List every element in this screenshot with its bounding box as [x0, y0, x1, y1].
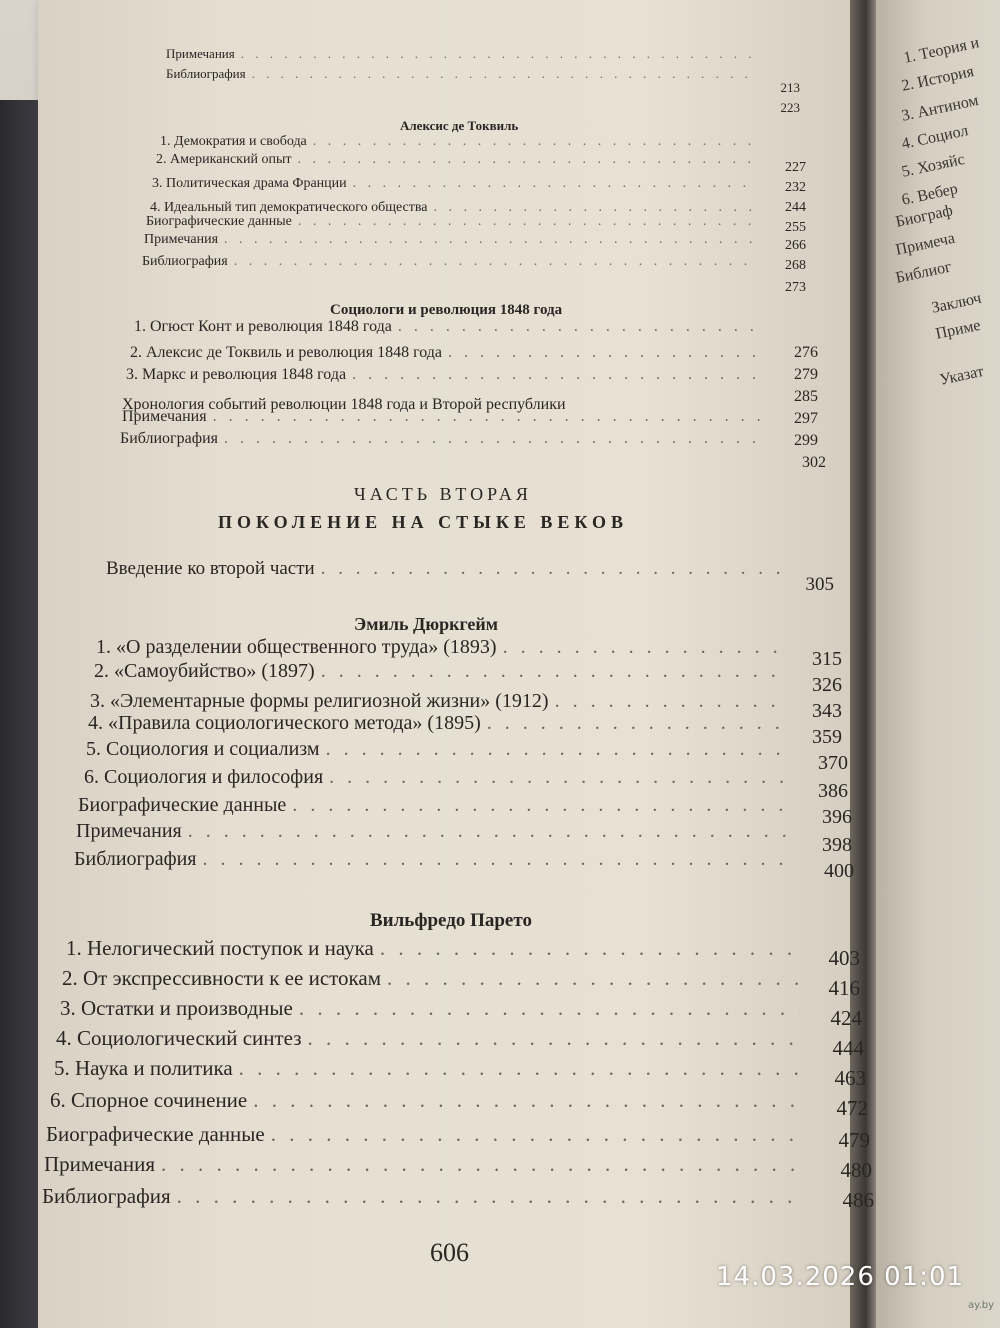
page-folio: 606 — [430, 1238, 469, 1267]
toc-leader — [203, 848, 791, 871]
toc-entry — [146, 214, 764, 230]
toc-page-number: 255 — [785, 220, 806, 235]
toc-entry-title: 2. От экспрессивности к ее истокам — [62, 966, 382, 990]
toc-entry — [156, 152, 766, 168]
toc-entry-title: Примечания — [44, 1152, 156, 1176]
toc-entry-title: 5. Наука и политика — [54, 1056, 233, 1080]
toc-entry-title: Примечания — [166, 46, 235, 61]
toc-leader — [298, 152, 761, 168]
toc-leader — [253, 1088, 800, 1113]
toc-page-number: 276 — [794, 344, 818, 361]
toc-entry-title: 2. «Самоубийство» (1897) — [94, 660, 315, 682]
toc-entry-title: 2. Американский опыт — [156, 152, 292, 167]
section-heading: Алексис де Токвиль — [400, 118, 519, 133]
toc-entry — [74, 848, 796, 871]
toc-entry-title: 3. «Элементарные формы религиозной жизни» (1912) — [90, 690, 549, 712]
toc-page-number: 359 — [812, 726, 842, 748]
toc-entry-title: 2. Алексис де Токвиль и революция 1848 года — [130, 344, 443, 361]
facing-line: Библиог — [894, 258, 954, 287]
toc-entry — [62, 966, 806, 991]
toc-entry-title: 6. Социология и философия — [84, 766, 324, 788]
toc-page-number: 463 — [834, 1066, 866, 1090]
toc-page-number: 285 — [794, 388, 818, 405]
toc-leader — [271, 1122, 800, 1147]
toc-entry-title: 5. Социология и социализм — [86, 738, 320, 760]
toc-entry-title: 3. Маркс и революция 1848 года — [126, 366, 347, 383]
toc-entry-title: Библиография — [120, 430, 218, 447]
toc-entry-title: Введение ко второй части — [106, 558, 315, 579]
toc-page-number: 398 — [822, 834, 852, 856]
toc-entry-title: Примечания — [144, 232, 219, 247]
toc-leader — [177, 1184, 800, 1209]
toc-page-number: 302 — [802, 454, 826, 471]
toc-leader — [329, 766, 790, 789]
toc-entry — [78, 794, 796, 817]
toc-page-number: 268 — [785, 258, 806, 273]
toc-leader — [387, 966, 800, 991]
toc-leader — [321, 558, 780, 580]
toc-leader — [308, 1026, 800, 1051]
toc-leader — [299, 996, 800, 1021]
facing-line: 3. Антином — [900, 91, 981, 125]
toc-leader — [234, 254, 758, 270]
toc-page-number: 343 — [812, 700, 842, 722]
toc-entry — [126, 366, 764, 384]
toc-entry-title: 4. Социологический синтез — [56, 1026, 302, 1050]
toc-leader — [188, 820, 790, 843]
part-title: ПОКОЛЕНИЕ НА СТЫКЕ ВЕКОВ — [218, 512, 628, 532]
facing-line: 6. Вебер — [900, 180, 960, 209]
section-heading: Социологи и революция 1848 года — [330, 302, 563, 318]
toc-leader — [503, 636, 790, 659]
toc-leader — [224, 232, 758, 248]
toc-leader — [326, 738, 790, 761]
toc-entry — [94, 660, 796, 683]
toc-entry-title: 3. Политическая драма Франции — [152, 176, 347, 191]
toc-leader — [239, 1056, 800, 1081]
toc-entry — [130, 344, 764, 362]
toc-page-number: 326 — [812, 674, 842, 696]
toc-entry — [46, 1122, 806, 1147]
toc-page-number: 315 — [812, 648, 842, 670]
toc-leader — [555, 690, 790, 713]
toc-page-number: 297 — [794, 410, 818, 427]
toc-leader — [224, 430, 760, 448]
toc-entry — [60, 996, 806, 1021]
toc-entry — [86, 738, 796, 761]
toc-page-number: 223 — [780, 100, 800, 115]
toc-entry — [56, 1026, 806, 1051]
toc-page-number: 266 — [785, 238, 806, 253]
facing-line: Приме — [934, 316, 983, 343]
toc-entry-title: 1. Нелогический поступок и наука — [66, 936, 374, 960]
toc-entry-title: 6. Спорное сочинение — [50, 1088, 248, 1112]
toc-page-number: 213 — [780, 80, 800, 95]
toc-leader — [353, 176, 758, 192]
toc-page-number: 232 — [785, 180, 806, 195]
toc-entry — [96, 636, 796, 659]
toc-page-number: 299 — [794, 432, 818, 449]
toc-entry — [160, 134, 760, 150]
toc-leader — [252, 66, 760, 82]
facing-line: Указат — [938, 362, 986, 389]
toc-page-number: 273 — [785, 280, 806, 295]
section-heading: Эмиль Дюркгейм — [354, 614, 499, 634]
toc-page-number: 424 — [830, 1006, 862, 1030]
toc-entry — [106, 558, 786, 580]
toc-page-number: 400 — [824, 860, 854, 882]
toc-entry — [90, 690, 796, 713]
toc-entry-title: Библиография — [74, 848, 197, 870]
facing-line: 5. Хозяйс — [900, 150, 967, 181]
toc-entry-title: 1. Огюст Конт и революция 1848 года — [134, 318, 392, 335]
facing-line: 2. История — [900, 62, 976, 95]
toc-page-number: 227 — [785, 160, 806, 175]
toc-entry — [84, 766, 796, 789]
toc-entry — [54, 1056, 806, 1081]
section-heading: Вильфредо Парето — [370, 910, 532, 931]
toc-page-number: 472 — [836, 1096, 868, 1120]
toc-leader — [241, 46, 760, 62]
toc-page-number: 279 — [794, 366, 818, 383]
toc-entry — [122, 408, 766, 426]
facing-line: 1. Теория и — [902, 34, 981, 67]
toc-entry — [44, 1152, 806, 1177]
toc-page-number: 370 — [818, 752, 848, 774]
toc-leader — [313, 134, 754, 150]
toc-entry — [152, 176, 764, 192]
toc-page-number: 305 — [805, 574, 834, 595]
toc-entry — [144, 232, 764, 248]
toc-entry — [42, 1184, 806, 1209]
toc-page-number: 416 — [828, 976, 860, 1000]
toc-leader — [352, 366, 758, 384]
toc-entry-title: 1. «О разделении общественного труда» (1893) — [96, 636, 497, 658]
toc-entry-title: 3. Остатки и производные — [60, 996, 293, 1020]
toc-entry-title: Библиография — [42, 1184, 171, 1208]
toc-entry-title: Биографические данные — [146, 214, 292, 229]
part-label: ЧАСТЬ ВТОРАЯ — [354, 484, 532, 504]
toc-entry-title: Примечания — [122, 408, 207, 425]
toc-entry — [76, 820, 796, 843]
toc-page-number: 486 — [842, 1188, 874, 1212]
toc-leader — [161, 1152, 800, 1177]
facing-line: Примеча — [894, 229, 957, 259]
toc-entry — [50, 1088, 806, 1113]
facing-line: Заключ — [930, 289, 983, 317]
toc-page-number: 444 — [832, 1036, 864, 1060]
toc-entry-title: 4. Идеальный тип демократического общества — [150, 200, 428, 215]
toc-entry-title: Примечания — [76, 820, 182, 842]
toc-leader — [448, 344, 758, 362]
toc-entry-title: Библиография — [166, 66, 246, 81]
watermark: ay.by — [968, 1300, 995, 1311]
toc-entry-title: 1. Демократия и свобода — [160, 134, 307, 149]
toc-entry — [120, 430, 766, 448]
toc-leader — [298, 214, 758, 230]
toc-entry-title: Библиография — [142, 254, 228, 269]
toc-page-number: 403 — [828, 946, 860, 970]
toc-entry — [66, 936, 806, 961]
toc-entry-title: Биографические данные — [46, 1122, 265, 1146]
facing-line: 4. Социол — [900, 122, 970, 153]
toc-page-number: 480 — [840, 1158, 872, 1182]
toc-page-number: 386 — [818, 780, 848, 802]
toc-leader — [321, 660, 790, 683]
toc-entry — [134, 318, 764, 336]
toc-entry — [142, 254, 764, 270]
facing-line: Биограф — [894, 202, 955, 231]
photo-timestamp: 14.03.2026 01:01 — [716, 1262, 965, 1292]
toc-leader — [380, 936, 800, 961]
toc-entry — [166, 66, 766, 82]
toc-entry — [88, 712, 796, 735]
toc-leader — [398, 318, 758, 336]
toc-entry-title: Хронология событий революции 1848 года и Второй республики — [122, 396, 566, 413]
toc-entry-title: Биографические данные — [78, 794, 287, 816]
toc-page-number: 396 — [822, 806, 852, 828]
toc-leader — [292, 794, 790, 817]
toc-page-number: 244 — [785, 200, 806, 215]
toc-page-number: 479 — [838, 1128, 870, 1152]
toc-entry-title: 4. «Правила социологического метода» (1895) — [88, 712, 481, 734]
toc-entry — [166, 46, 766, 62]
toc-leader — [487, 712, 790, 735]
toc-leader — [213, 408, 760, 426]
